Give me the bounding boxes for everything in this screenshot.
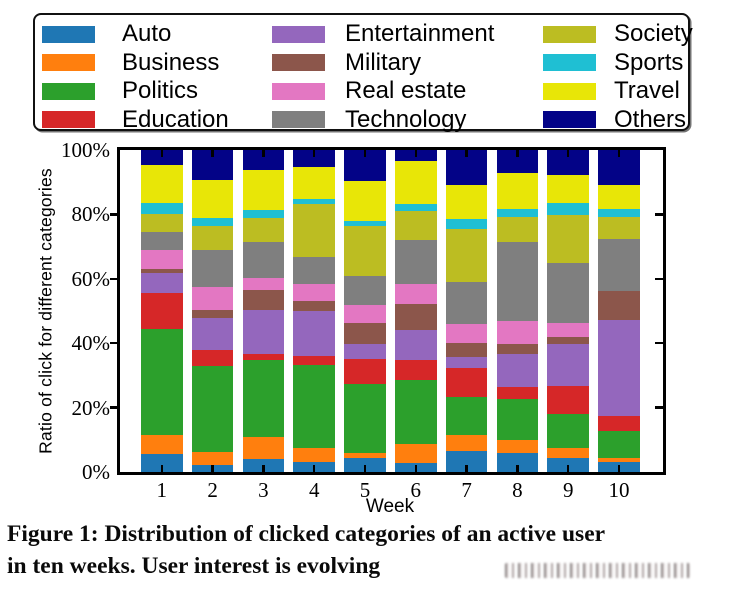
legend-swatch-real-estate	[272, 83, 325, 100]
top-tick-w6	[415, 150, 418, 157]
bar-segment-technology-w7	[446, 282, 488, 324]
bar-segment-society-w3	[243, 218, 285, 242]
legend-swatch-military	[272, 54, 325, 71]
legend-item-travel	[543, 78, 693, 105]
legend-label-politics: Politics	[122, 77, 199, 105]
bar-segment-society-w8	[497, 217, 539, 242]
bar-segment-sports-w10	[598, 209, 640, 217]
bar-segment-education-w6	[395, 360, 437, 380]
bar-segment-real-estate-w5	[344, 305, 386, 323]
legend-item-technology	[272, 107, 494, 134]
bar-segment-politics-w1	[141, 329, 183, 435]
bar-segment-society-w2	[192, 226, 234, 250]
bottom-tick-w1	[161, 465, 164, 472]
bar-segment-real-estate-w6	[395, 284, 437, 304]
bar-segment-real-estate-w7	[446, 324, 488, 343]
bar-segment-travel-w1	[141, 165, 183, 203]
bar-segment-sports-w8	[497, 209, 539, 217]
bar-segment-business-w2	[192, 452, 234, 465]
legend-label-society: Society	[614, 20, 693, 48]
legend-item-entertainment	[272, 21, 494, 48]
bar-segment-technology-w4	[293, 257, 335, 284]
legend-column-3	[543, 21, 693, 135]
top-tick-w10	[618, 150, 621, 157]
bar-segment-real-estate-w9	[547, 323, 589, 337]
right-tick-60	[655, 278, 663, 281]
bar-segment-entertainment-w3	[243, 310, 285, 354]
top-tick-w3	[262, 150, 265, 157]
legend-item-auto	[42, 21, 229, 48]
bar-segment-sports-w6	[395, 204, 437, 211]
bar-segment-military-w2	[192, 310, 234, 318]
bar-segment-education-w10	[598, 416, 640, 431]
bar-segment-military-w1	[141, 269, 183, 273]
bottom-tick-w5	[364, 465, 367, 472]
bar-segment-education-w2	[192, 350, 234, 366]
legend-item-others	[543, 107, 693, 134]
top-tick-w7	[465, 150, 468, 157]
bar-segment-business-w8	[497, 440, 539, 453]
y-tick-label-0: 0%	[82, 460, 110, 484]
bar-segment-society-w9	[547, 215, 589, 263]
x-tick-label-8: 8	[512, 478, 523, 502]
bar-segment-politics-w9	[547, 414, 589, 448]
x-tick-label-9: 9	[562, 478, 574, 502]
legend-swatch-entertainment	[272, 26, 325, 43]
legend-swatch-travel	[543, 83, 596, 100]
legend	[33, 13, 693, 133]
bar-segment-politics-w3	[243, 360, 285, 437]
illegible-text-artifact	[505, 563, 690, 578]
top-tick-w8	[516, 150, 519, 157]
bar-segment-business-w1	[141, 435, 183, 454]
bar-week-8	[497, 150, 539, 472]
bar-segment-entertainment-w10	[598, 320, 640, 416]
left-tick-20	[110, 406, 117, 409]
bar-segment-travel-w8	[497, 173, 539, 209]
top-tick-w1	[161, 150, 164, 157]
bar-segment-entertainment-w2	[192, 318, 234, 350]
y-tick-label-20: 20%	[71, 395, 110, 420]
bar-segment-entertainment-w1	[141, 273, 183, 293]
bar-segment-travel-w9	[547, 175, 589, 203]
legend-swatch-sports	[543, 54, 596, 71]
bar-segment-travel-w3	[243, 170, 285, 210]
bar-segment-society-w6	[395, 211, 437, 240]
bar-segment-travel-w4	[293, 167, 335, 199]
bar-segment-technology-w1	[141, 232, 183, 250]
bar-segment-business-w6	[395, 444, 437, 463]
bar-segment-technology-w2	[192, 250, 234, 287]
legend-swatch-others	[543, 111, 596, 128]
bar-week-5	[344, 150, 386, 472]
bar-segment-education-w5	[344, 359, 386, 384]
bar-week-9	[547, 150, 589, 472]
right-tick-20	[655, 406, 663, 409]
legend-item-business	[42, 50, 229, 77]
bar-segment-entertainment-w8	[497, 354, 539, 387]
legend-label-sports: Sports	[614, 48, 684, 76]
bar-segment-politics-w10	[598, 431, 640, 458]
bottom-tick-w8	[516, 465, 519, 472]
x-tick-label-3: 3	[258, 478, 269, 502]
legend-swatch-education	[42, 111, 95, 128]
bar-segment-real-estate-w3	[243, 278, 285, 290]
x-axis-title: Week	[365, 496, 415, 517]
bar-segment-business-w4	[293, 448, 335, 462]
legend-swatch-politics	[42, 83, 95, 100]
bars-container	[120, 150, 663, 472]
bar-segment-politics-w5	[344, 384, 386, 453]
bar-segment-technology-w5	[344, 276, 386, 305]
legend-column-1	[42, 21, 229, 135]
legend-item-education	[42, 107, 229, 134]
bottom-tick-w2	[211, 465, 214, 472]
legend-swatch-society	[543, 26, 596, 43]
bar-segment-education-w3	[243, 354, 285, 360]
bottom-tick-w4	[313, 465, 316, 472]
bar-segment-business-w9	[547, 448, 589, 458]
bar-segment-politics-w2	[192, 366, 234, 452]
bar-segment-travel-w5	[344, 181, 386, 221]
x-tick-label-7: 7	[461, 478, 472, 502]
bottom-tick-w6	[415, 465, 418, 472]
legend-swatch-business	[42, 54, 95, 71]
bar-segment-business-w3	[243, 437, 285, 459]
legend-item-military	[272, 50, 494, 77]
bar-week-6	[395, 150, 437, 472]
bar-segment-military-w10	[598, 291, 640, 320]
bar-segment-entertainment-w5	[344, 344, 386, 359]
bar-segment-military-w5	[344, 323, 386, 344]
caption-line-2: in ten weeks. User interest is evolving	[7, 553, 381, 579]
bar-segment-sports-w2	[192, 218, 234, 226]
bar-segment-sports-w4	[293, 199, 335, 204]
bar-segment-real-estate-w4	[293, 284, 335, 301]
top-tick-w9	[567, 150, 570, 157]
x-tick-label-1: 1	[156, 478, 168, 502]
bottom-tick-w10	[618, 465, 621, 472]
bar-segment-technology-w9	[547, 263, 589, 323]
legend-label-military: Military	[345, 48, 421, 76]
legend-label-entertainment: Entertainment	[345, 20, 495, 48]
bottom-tick-w3	[262, 465, 265, 472]
bar-segment-politics-w8	[497, 399, 539, 440]
bar-segment-society-w10	[598, 217, 640, 239]
bar-week-1	[141, 150, 183, 472]
bar-segment-education-w8	[497, 387, 539, 399]
bar-segment-entertainment-w7	[446, 357, 488, 368]
bar-segment-travel-w6	[395, 161, 437, 204]
bar-segment-business-w10	[598, 458, 640, 462]
left-tick-40	[110, 342, 117, 345]
left-tick-80	[110, 213, 117, 216]
bar-segment-military-w8	[497, 344, 539, 354]
bar-segment-travel-w7	[446, 185, 488, 219]
bar-segment-military-w7	[446, 343, 488, 357]
bar-segment-military-w4	[293, 301, 335, 311]
legend-swatch-auto	[42, 26, 95, 43]
bar-segment-technology-w8	[497, 242, 539, 321]
legend-item-real-estate	[272, 78, 494, 105]
legend-label-real-estate: Real estate	[345, 77, 467, 105]
bar-segment-sports-w3	[243, 210, 285, 218]
caption-line-1: Figure 1: Distribution of clicked categories of an active user	[7, 521, 606, 547]
bar-segment-society-w4	[293, 204, 335, 257]
legend-item-politics	[42, 78, 229, 105]
legend-item-sports	[543, 50, 693, 77]
bar-week-10	[598, 150, 640, 472]
bar-segment-society-w5	[344, 226, 386, 276]
legend-column-2	[272, 21, 494, 135]
y-tick-label-80: 80%	[71, 202, 110, 227]
legend-swatch-technology	[272, 111, 325, 128]
bar-segment-travel-w2	[192, 180, 234, 218]
bar-segment-military-w9	[547, 337, 589, 344]
bottom-tick-w9	[567, 465, 570, 472]
x-tick-label-10: 10	[608, 478, 630, 502]
legend-label-travel: Travel	[614, 77, 680, 105]
right-tick-80	[655, 213, 663, 216]
y-axis-title: Ratio of click for different categories	[35, 168, 56, 454]
bar-segment-education-w7	[446, 368, 488, 397]
bar-week-7	[446, 150, 488, 472]
right-tick-40	[655, 342, 663, 345]
bar-segment-business-w7	[446, 435, 488, 451]
bar-segment-business-w5	[344, 453, 386, 458]
top-tick-w4	[313, 150, 316, 157]
bar-week-4	[293, 150, 335, 472]
bar-segment-sports-w5	[344, 221, 386, 226]
bar-segment-politics-w6	[395, 380, 437, 444]
bar-segment-technology-w10	[598, 239, 640, 291]
top-tick-w2	[211, 150, 214, 157]
bar-segment-real-estate-w1	[141, 250, 183, 269]
bar-segment-sports-w9	[547, 203, 589, 215]
bar-segment-society-w1	[141, 214, 183, 232]
bottom-tick-w7	[465, 465, 468, 472]
bar-week-3	[243, 150, 285, 472]
x-tick-label-2: 2	[207, 478, 218, 502]
x-tick-label-5: 5	[359, 478, 371, 502]
legend-label-business: Business	[122, 48, 220, 76]
bar-week-2	[192, 150, 234, 472]
y-tick-label-60: 60%	[71, 266, 110, 291]
legend-label-education: Education	[122, 105, 229, 133]
bar-segment-military-w6	[395, 304, 437, 330]
bar-segment-politics-w4	[293, 365, 335, 448]
plot-area	[117, 147, 666, 475]
bar-segment-politics-w7	[446, 397, 488, 435]
legend-item-society	[543, 21, 693, 48]
bar-segment-society-w7	[446, 229, 488, 282]
legend-label-others: Others	[614, 105, 687, 133]
bar-segment-sports-w7	[446, 219, 488, 229]
bar-segment-travel-w10	[598, 185, 640, 209]
x-tick-label-6: 6	[410, 478, 422, 502]
bar-segment-real-estate-w2	[192, 287, 234, 310]
y-tick-label-100: 100%	[61, 138, 110, 162]
bar-segment-real-estate-w8	[497, 321, 539, 344]
bar-segment-technology-w3	[243, 242, 285, 278]
top-tick-w5	[364, 150, 367, 157]
bar-segment-education-w9	[547, 386, 589, 414]
bar-segment-entertainment-w6	[395, 330, 437, 360]
bar-segment-military-w3	[243, 290, 285, 310]
y-tick-label-40: 40%	[71, 331, 110, 356]
legend-label-auto: Auto	[122, 20, 172, 48]
bar-segment-entertainment-w4	[293, 311, 335, 356]
bar-segment-education-w1	[141, 293, 183, 329]
bar-segment-technology-w6	[395, 240, 437, 284]
left-tick-60	[110, 278, 117, 281]
bar-segment-sports-w1	[141, 203, 183, 214]
bar-segment-entertainment-w9	[547, 344, 589, 386]
bar-segment-education-w4	[293, 356, 335, 365]
x-tick-label-4: 4	[308, 478, 320, 502]
legend-label-technology: Technology	[345, 105, 467, 133]
